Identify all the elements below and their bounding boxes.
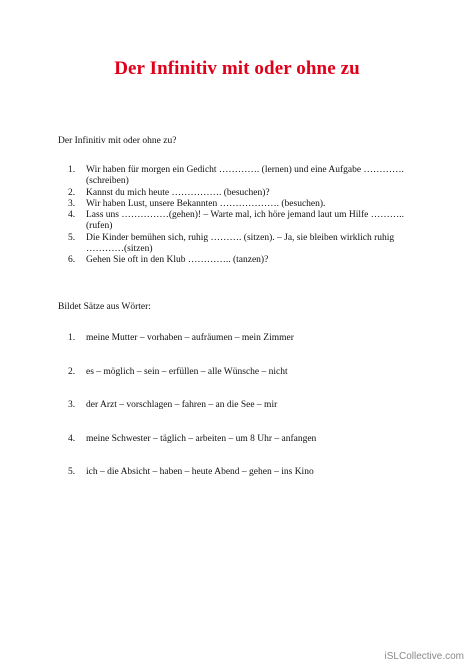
item-text-line: Wir haben für morgen ein Gedicht …………. (lernen) und eine Aufgabe …………. [86,165,404,175]
exercise1-item [68,210,408,233]
item-number: 3. [68,400,76,410]
exercise2-list [68,333,428,501]
exercise1-list [68,165,408,267]
item-number: 6. [68,255,76,266]
item-number: 5. [68,467,76,477]
item-text-line: Die Kinder bemühen sich, ruhig ………. (sitzen). – Ja, sie bleiben wirklich ruhig [86,232,395,243]
item-text-line: Lass uns ……………(gehen)! – Warte mal, ich höre jemand laut um Hilfe ……….. [86,210,405,221]
exercise2-item [68,467,428,478]
item-text: ich – die Absicht – haben – heute Abend – gehen – ins Kino [86,467,314,477]
item-number: 5. [68,232,76,243]
item-text-line: …………(sitzen) [86,244,153,255]
exercise2-item [68,400,428,411]
item-text-line: (rufen) [86,221,113,232]
item-text-line: Wir haben Lust, unsere Bekannten ………………. (besuchen). [86,198,326,209]
item-number: 1. [68,165,76,175]
exercise1-item [68,165,408,188]
exercise2-heading: Bildet Sätze aus Wörter: [58,302,151,312]
item-text: meine Schwester – täglich – arbeiten – um 8 Uhr – anfangen [86,433,317,444]
exercise1-item [68,188,408,199]
exercise2-item [68,333,428,344]
item-text-line: Gehen Sie oft in den Klub ………….. (tanzen)? [86,255,269,266]
item-number: 4. [68,210,76,221]
item-number: 1. [68,333,76,343]
worksheet-title: Der Infinitiv mit oder ohne zu [114,58,360,79]
exercise1-heading: Der Infinitiv mit oder ohne zu? [58,136,177,146]
exercise1-item [68,255,408,266]
site-watermark: iSLCollective.com [384,651,464,662]
exercise1-item [68,199,408,210]
item-text-line: Kannst du mich heute ……………. (besuchen)? [86,187,270,198]
item-text: meine Mutter – vorhaben – aufräumen – mein Zimmer [86,333,294,343]
item-number: 2. [68,187,76,198]
item-number: 2. [68,366,76,377]
item-number: 4. [68,433,76,444]
exercise2-item [68,434,428,445]
exercise2-item [68,367,428,378]
item-text: es – möglich – sein – erfüllen – alle Wünsche – nicht [86,366,288,377]
item-text-line: (schreiben) [86,176,129,187]
item-number: 3. [68,198,76,209]
exercise1-item [68,233,408,256]
item-text: der Arzt – vorschlagen – fahren – an die See – mir [86,400,278,410]
